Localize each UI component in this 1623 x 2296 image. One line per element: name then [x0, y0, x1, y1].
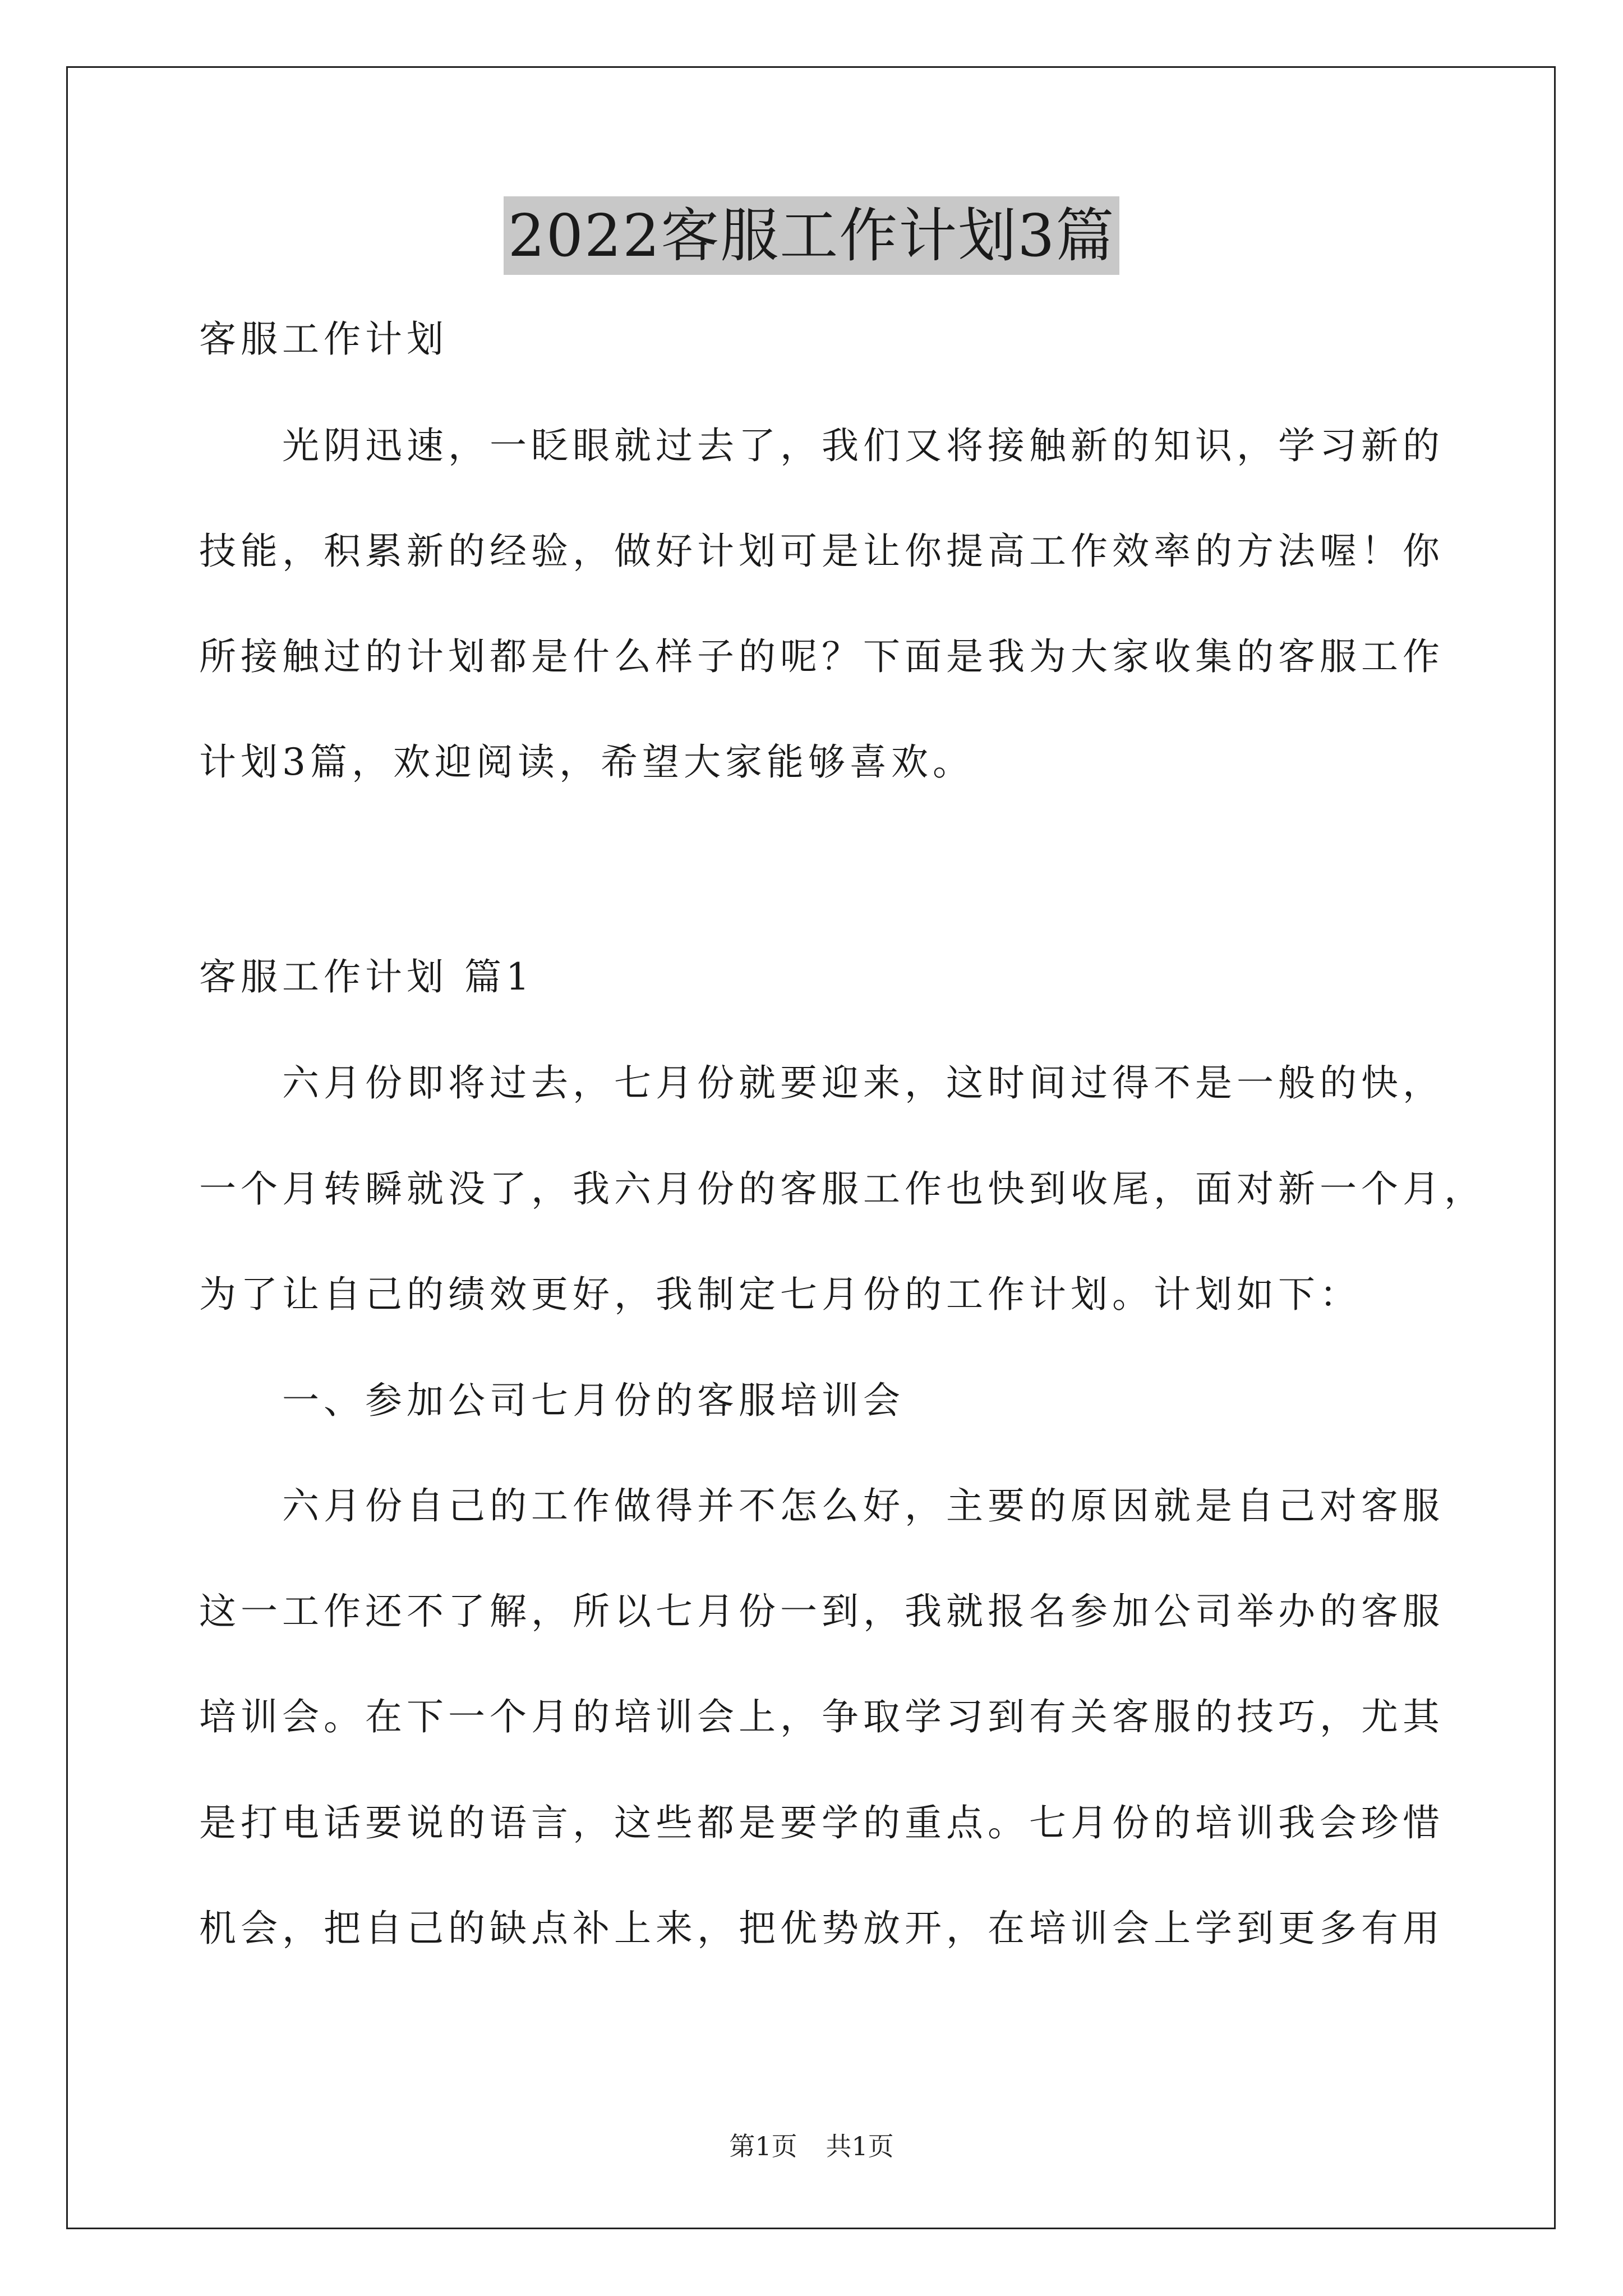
paragraph-line: 为了让自己的绩效更好，我制定七月份的工作计划。计划如下： [199, 1273, 1361, 1316]
paragraph-line: 是打电话要说的语言，这些都是要学的重点。七月份的培训我会珍惜 [199, 1801, 1444, 1844]
page-footer [0, 2126, 1623, 2163]
paragraph-line: 这一工作还不了解，所以七月份一到，我就报名参加公司举办的客服 [199, 1590, 1444, 1633]
paragraph-line: 六月份自己的工作做得并不怎么好，主要的原因就是自己对客服 [282, 1484, 1444, 1527]
section-heading: 客服工作计划 篇1 [199, 955, 534, 999]
list-heading: 一、参加公司七月份的客服培训会 [282, 1379, 905, 1422]
page-number: 第1页 [729, 2131, 797, 2161]
paragraph-line: 光阴迅速，一眨眼就过去了，我们又将接触新的知识，学习新的 [282, 424, 1444, 467]
paragraph-line: 培训会。在下一个月的培训会上，争取学习到有关客服的技巧，尤其 [199, 1695, 1444, 1738]
title-container [0, 196, 1623, 275]
page-total: 共1页 [826, 2131, 894, 2161]
paragraph-line: 所接触过的计划都是什么样子的呢？下面是我为大家收集的客服工作 [199, 635, 1444, 678]
paragraph-line: 技能，积累新的经验，做好计划可是让你提高工作效率的方法喔！你 [199, 530, 1444, 573]
paragraph-line: 六月份即将过去，七月份就要迎来，这时间过得不是一般的快， [282, 1061, 1444, 1105]
document-title: 2022客服工作计划3篇 [504, 196, 1120, 275]
paragraph-line: 计划3篇，欢迎阅读，希望大家能够喜欢。 [199, 740, 974, 784]
paragraph-line: 机会，把自己的缺点补上来，把优势放开，在培训会上学到更多有用 [199, 1907, 1444, 1950]
paragraph-line: 一个月转瞬就没了，我六月份的客服工作也快到收尾，面对新一个月， [199, 1167, 1486, 1211]
section-heading: 客服工作计划 [199, 318, 448, 361]
